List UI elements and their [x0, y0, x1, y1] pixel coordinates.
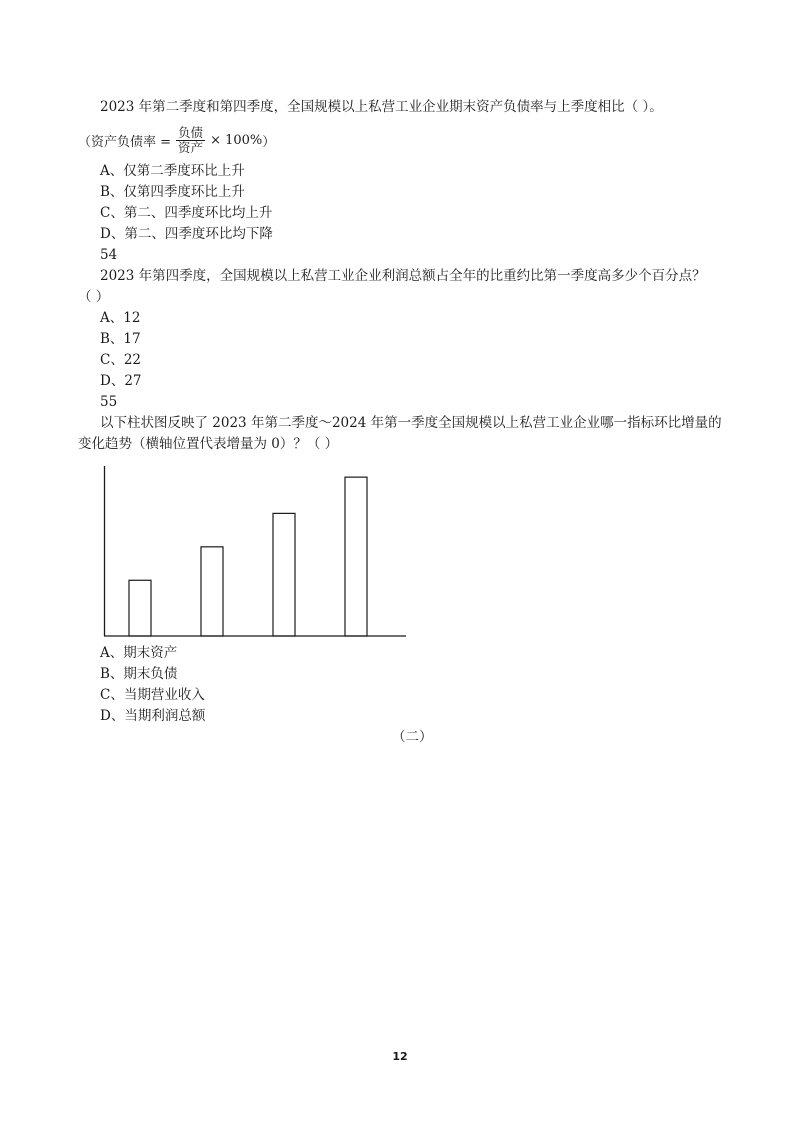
- q55-option-a[interactable]: A、期末资产: [100, 645, 178, 661]
- bar-2: [201, 547, 223, 636]
- q55-stem-line2: 变化趋势（横轴位置代表增量为 0）？（ ）: [78, 436, 339, 452]
- q54-stem-line1: 2023 年第四季度，全国规模以上私营工业企业利润总额占全年的比重约比第一季度高多少个百分点？: [100, 268, 706, 284]
- formula-rhs: × 100%: [210, 132, 263, 148]
- q54-option-b[interactable]: B、17: [100, 331, 141, 347]
- formula-denominator: 资产: [178, 139, 204, 155]
- formula-fraction: [176, 126, 205, 155]
- q55-number: 55: [100, 394, 118, 410]
- bar-3: [273, 513, 295, 636]
- q53-option-d[interactable]: D、第二、四季度环比均下降: [100, 226, 273, 242]
- q53-stem: 2023 年第二季度和第四季度，全国规模以上私营工业企业期末资产负债率与上季度相比（ ）。: [100, 99, 663, 115]
- q54-option-a[interactable]: A、12: [100, 310, 141, 326]
- formula-open-paren: （: [78, 134, 92, 150]
- page-number: 12: [392, 1050, 408, 1063]
- q54-number: 54: [100, 247, 118, 263]
- debt-ratio-formula: [78, 125, 275, 155]
- q55-option-b[interactable]: B、期末负债: [100, 666, 178, 682]
- q55-option-d[interactable]: D、当期利润总额: [100, 708, 206, 724]
- section-label: （二）: [392, 729, 433, 745]
- q55-stem-line1: 以下柱状图反映了 2023 年第二季度～2024 年第一季度全国规模以上私营工业企业哪一指标环比增量的: [100, 415, 722, 431]
- bars-layer: [129, 477, 367, 636]
- bar-1: [129, 580, 151, 636]
- q55-option-c[interactable]: C、当期营业收入: [100, 687, 205, 703]
- bar-4: [345, 477, 367, 636]
- q54-stem-line2: （ ）: [78, 289, 110, 305]
- formula-lhs: 资产负债率 =: [91, 134, 172, 150]
- increment-bar-chart: [96, 462, 416, 642]
- q53-option-a[interactable]: A、仅第二季度环比上升: [100, 163, 245, 179]
- q53-option-b[interactable]: B、仅第四季度环比上升: [100, 184, 245, 200]
- q54-option-c[interactable]: C、22: [100, 352, 142, 368]
- formula-numerator: 负债: [178, 124, 204, 140]
- q53-option-c[interactable]: C、第二、四季度环比均上升: [100, 205, 273, 221]
- formula-close-paren: ）: [262, 134, 276, 150]
- q54-option-d[interactable]: D、27: [100, 373, 142, 389]
